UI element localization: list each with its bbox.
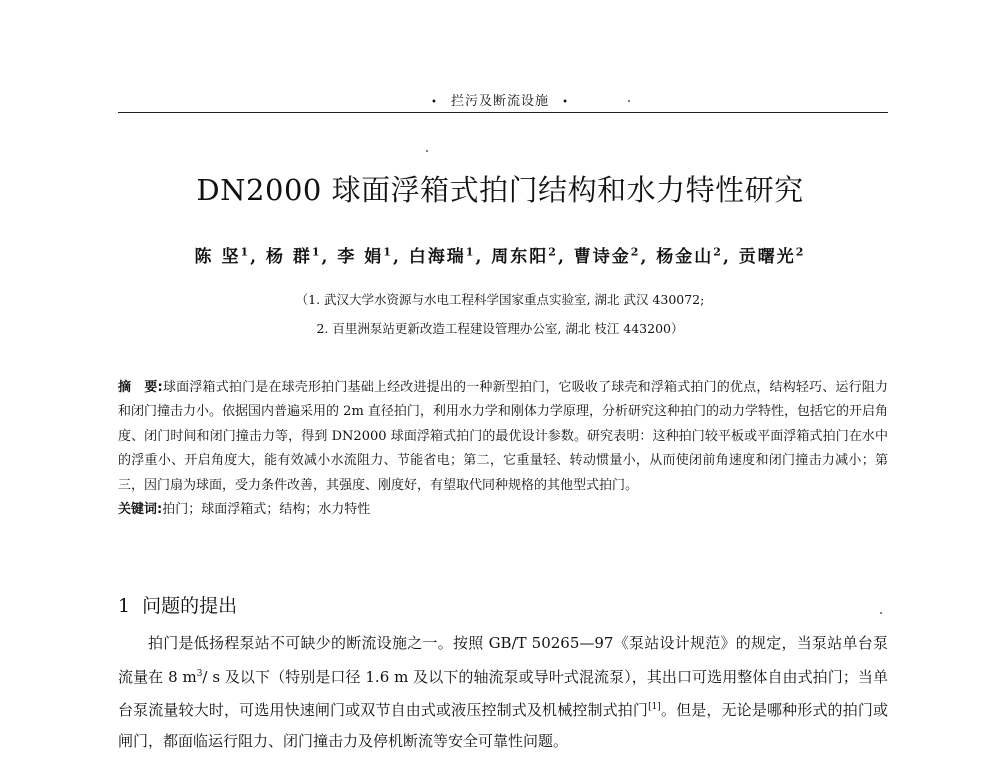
affiliation-2: 2. 百里洲泵站更新改造工程建设管理办公室, 湖北 枝江 443200） [316, 321, 684, 336]
header-rule [118, 112, 888, 113]
author: 陈 坚$^1$ [194, 245, 251, 267]
unit-superscript: 3 [196, 668, 203, 679]
scan-speck [628, 100, 630, 102]
author: 杨金山$^2$ [656, 245, 723, 267]
author-list: 陈 坚$^1$, 杨 群$^1$, 李 娟$^1$, 白海瑞$^1$, 周东阳$^2$, 曹诗金$^2$, 杨金山$^2$, 贡曙光$^2$ [194, 245, 806, 267]
abstract-block [118, 376, 888, 522]
scan-speck [880, 612, 882, 614]
keywords-label: 关键词: [118, 502, 163, 518]
bullet-right: • [562, 97, 570, 108]
author: 杨 群$^1$ [265, 245, 322, 267]
body-paragraph: 拍门是低扬程泵站不可缺少的断流设施之一。按照 GB/T 50265—97《泵站设计规范》的规定，当泵站单台泵流量在 8 $m^3/$ s 及以下（特别是口径 1.6 m 及以下的轴流泵或导叶式混流泵），其出口可选用整体自由式拍门；当单台泵流量较大时，可选用快速闸门或双节自由式或液压控制式及机械控制式拍门[1]。但是，无论是哪种形式的拍门或闸门，都面临运行阻力、闭门撞击力及停机断流等安全可靠性问题。 [118, 634, 888, 750]
author: 曹诗金$^2$ [573, 245, 641, 267]
abstract-text: 球面浮箱式拍门是在球壳形拍门基础上经改进提出的一种新型拍门，它吸收了球壳和浮箱式拍门的优点，结构轻巧、运行阻力和闭门撞击力小。依据国内普遍采用的 2m 直径拍门，利用水力学和刚体力学原理，分析研究这种拍门的动力学特性，包括它的开启角度、闭门时间和闭门撞击力等，得到 DN2000 球面浮箱式拍门的最优设计参数。研究表明：这种拍门较平板或平面浮箱式拍门在水中的浮重小、开启角度大，能有效减小水流阻力、节能省电；第二，它重量轻、转动惯量小，从而使闭前角速度和闭门撞击力减小；第三，因门扇为球面，受力条件改善，其强度、刚度好，有望取代同种规格的其他型式拍门。 [118, 380, 888, 493]
header-section-label: 拦污及断流设施 [450, 94, 549, 109]
paper-title: DN2000 球面浮箱式拍门结构和水力特性研究 [196, 173, 804, 207]
section-heading [118, 591, 237, 618]
abstract-label: 摘 要: [118, 380, 163, 395]
author: 李 娟$^1$ [337, 245, 393, 267]
scan-speck [426, 150, 428, 152]
affiliation-1: （1. 武汉大学水资源与水电工程科学国家重点实验室, 湖北 武汉 430072; [295, 292, 705, 307]
author: 贡曙光$^2$ [738, 245, 806, 267]
section-number: 1 [118, 595, 131, 617]
citation-ref: [1] [648, 702, 661, 712]
author: 周东阳$^2$ [491, 245, 558, 267]
section-title: 问题的提出 [142, 595, 238, 617]
author: 白海瑞$^1$ [408, 245, 476, 267]
bullet-left: • [430, 97, 438, 108]
keywords-text: 拍门；球面浮箱式；结构；水力特性 [162, 502, 371, 518]
running-header [0, 90, 1000, 109]
